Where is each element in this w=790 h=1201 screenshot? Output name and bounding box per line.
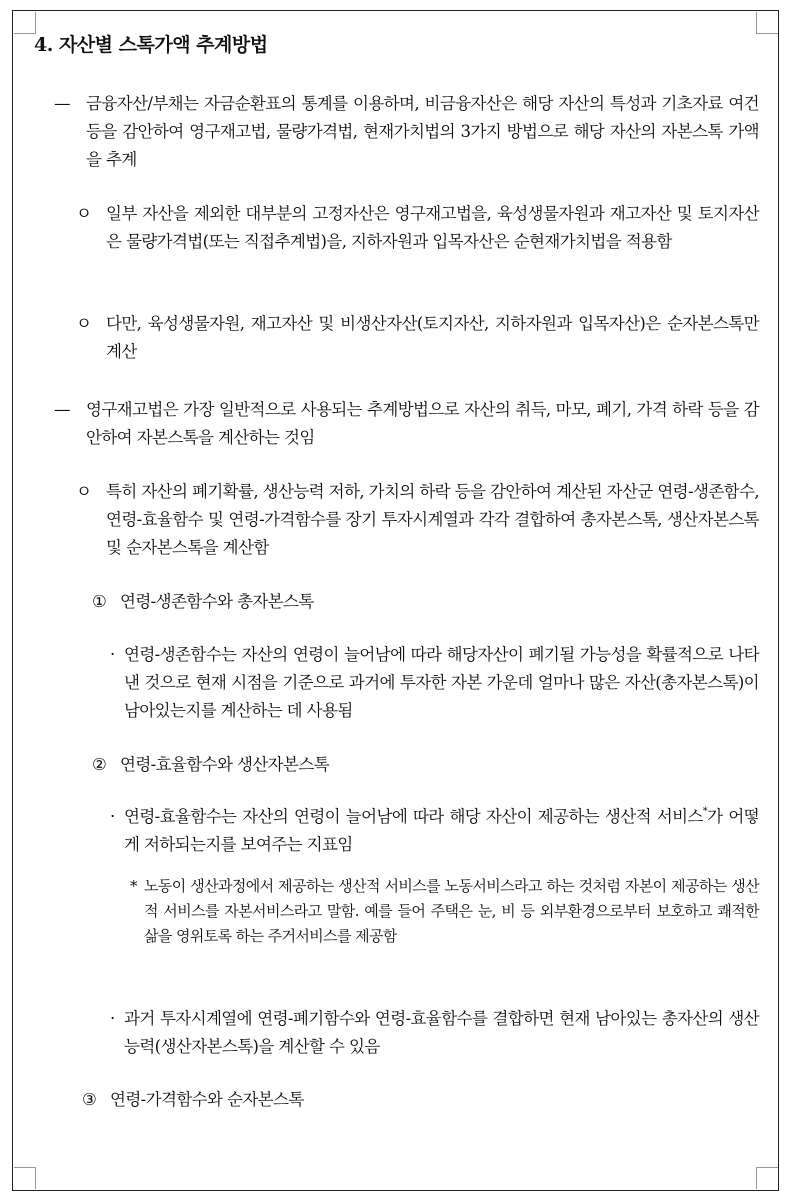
circle-marker: ㅇ [76,482,92,501]
paragraph-text: 다만, 육성생물자원, 재고자산 및 비생산자산(토지자산, 지하자원과 입목자산)은 순자본스톡만 계산 [106,314,759,361]
paragraph-text: 일부 자산을 제외한 대부분의 고정자산은 영구재고법을, 육성생물자원과 재고자산 및 토지자산은 물량가격법(또는 직접추계법)을, 지하자원과 입목자산은 순현재가치법을 적용함 [106,204,759,251]
footnote-ref: * [702,805,708,817]
paragraph-bullet-2 [110,803,759,859]
paragraph-bullet-3 [110,1005,759,1061]
paragraph-text: 연령-생존함수는 자산의 연령이 늘어남에 따라 해당자산이 폐기될 가능성을 확률적으로 나타낸 것으로 현재 시점을 기준으로 과거에 투자한 자본 가운데 얼마나 많은 자산(총자본스톡)이 남아있는지를 계산하는 데 사용됨 [124,645,759,720]
dash-marker: — [54,400,70,419]
corner-mark-top-right [756,12,778,34]
footnote [130,874,759,949]
footnote-marker: * [130,877,137,895]
circle-marker: ㅇ [76,314,92,333]
paragraph-text: 과거 투자시계열에 연령-폐기함수와 연령-효율함수를 결합하면 현재 남아있는 총자산의 생산능력(생산자본스톡)을 계산할 수 있음 [124,1009,759,1056]
paragraph-dash-2 [54,396,759,452]
section-title: 4. 자산별 스톡가액 추계방법 [34,34,268,56]
corner-mark-bottom-right [756,1167,778,1189]
circle-marker: ㅇ [76,204,92,223]
corner-mark-bottom-left [14,1167,36,1189]
paragraph-text: 영구재고법은 가장 일반적으로 사용되는 추계방법으로 자산의 취득, 마모, 폐기, 가격 하락 등을 감안하여 자본스톡을 계산하는 것임 [86,400,759,447]
paragraph-text-part-a: 연령-효율함수는 자산의 연령이 늘어남에 따라 해당 자산이 제공하는 생산적 서비스 [124,807,703,826]
bullet-marker: · [110,807,115,826]
paragraph-circle-1 [76,200,759,256]
paragraph-dash-1 [54,90,759,174]
subheading-text: 연령-효율함수와 생산자본스톡 [120,755,330,774]
paragraph-text-part-b: 가 어떻게 저하되는지를 보여주는 지표임 [124,807,759,854]
subheading-3 [82,1086,759,1114]
paragraph-circle-3 [76,478,759,562]
dash-marker: — [54,94,70,113]
corner-mark-top-left [14,12,36,34]
subheading-text: 연령-생존함수와 총자본스톡 [120,592,314,611]
paragraph-text [110,803,759,859]
subheading-text: 연령-가격함수와 순자본스톡 [110,1090,304,1109]
bullet-marker: · [110,645,115,664]
number-marker: ② [92,755,107,774]
subheading-2 [92,751,759,779]
paragraph-circle-2 [76,310,759,366]
paragraph-text: 특히 자산의 폐기확률, 생산능력 저하, 가치의 하락 등을 감안하여 계산된 자산군 연령-생존함수, 연령-효율함수 및 연령-가격함수를 장기 투자시계열과 각각 결합하여 총자본스톡, 생산자본스톡 및 순자본스톡을 계산함 [106,482,759,557]
bullet-marker: · [110,1009,115,1028]
paragraph-text: 금융자산/부채는 자금순환표의 통계를 이용하며, 비금융자산은 해당 자산의 특성과 기초자료 여건 등을 감안하여 영구재고법, 물량가격법, 현재가치법의 3가지 방법으로 해당 자산의 자본스톡 가액을 추계 [86,94,759,169]
footnote-text: 노동이 생산과정에서 제공하는 생산적 서비스를 노동서비스라고 하는 것처럼 자본이 제공하는 생산적 서비스를 자본서비스라고 말함. 예를 들어 주택은 눈, 비 등 외부환경으로부터 보호하고 쾌적한 삶을 영위토록 하는 주거서비스를 제공함 [144,877,759,945]
number-marker: ① [92,592,107,611]
subheading-1 [92,588,759,616]
number-marker: ③ [82,1090,97,1109]
paragraph-bullet-1 [110,641,759,725]
